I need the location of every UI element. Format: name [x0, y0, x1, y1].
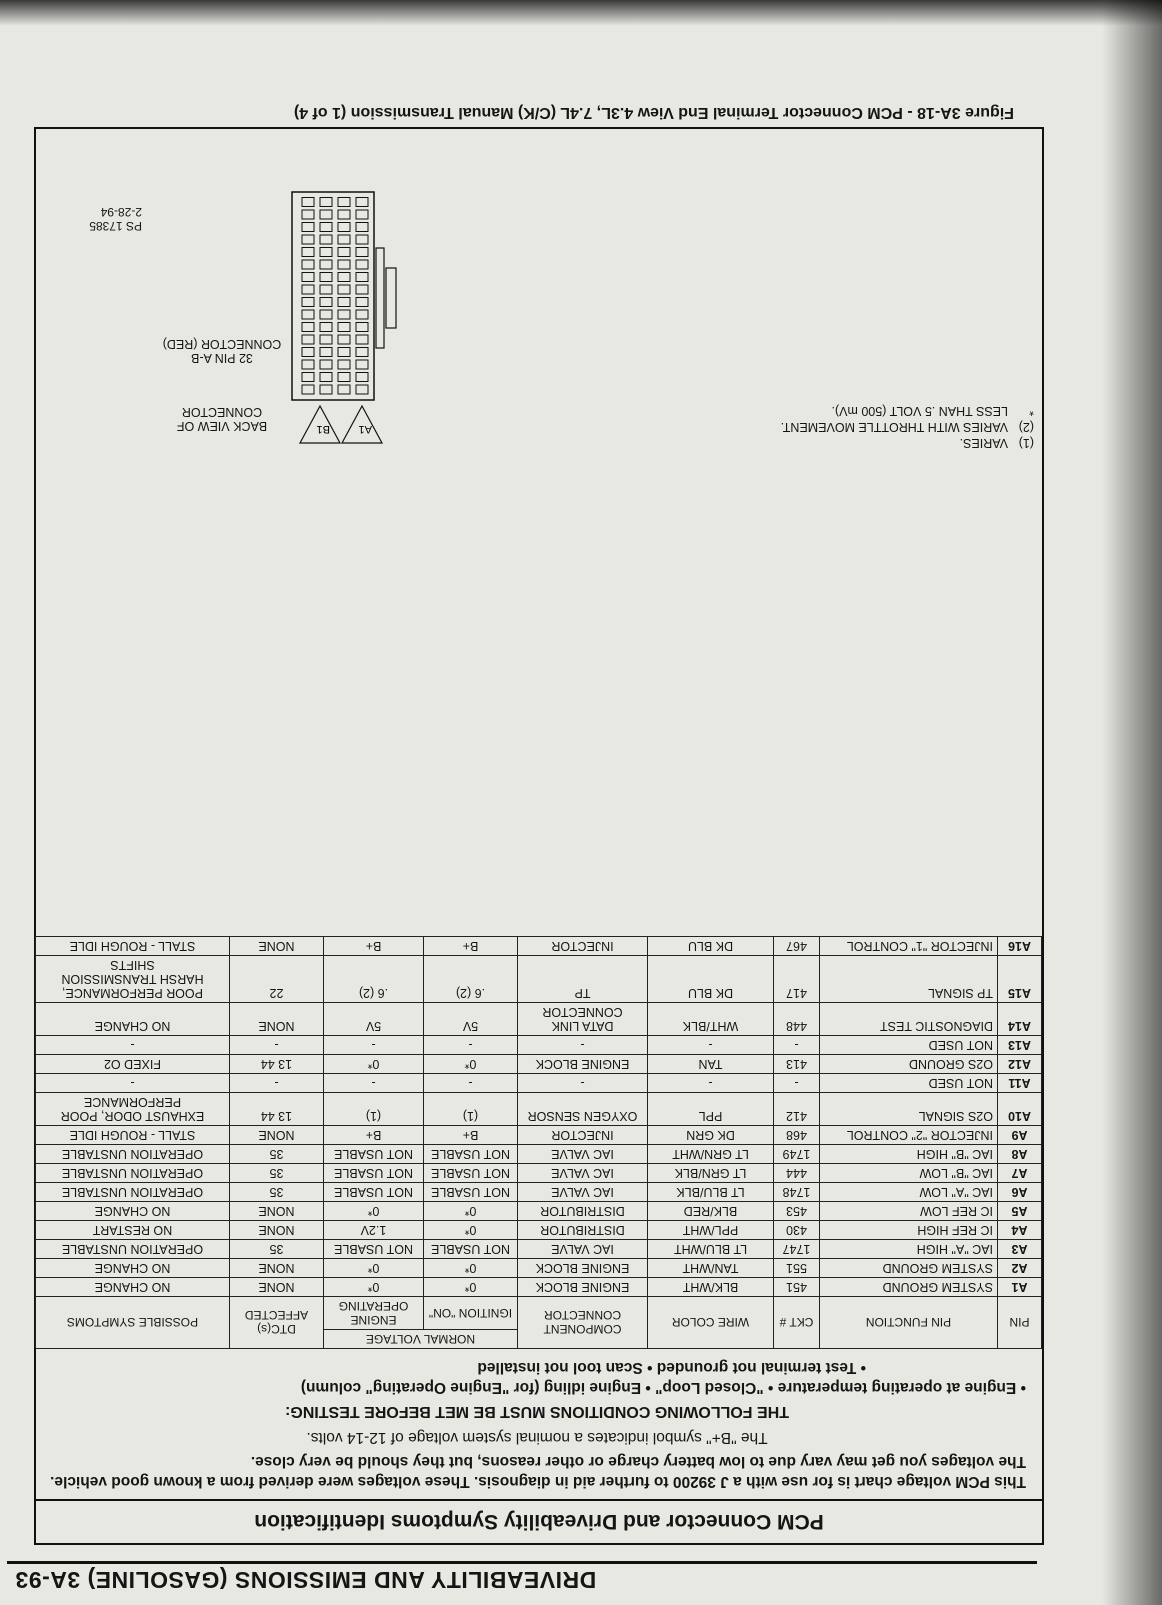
cell-symptoms: EXHAUST ODOR, POOR PERFORMANCE [35, 1093, 229, 1126]
cell-symptoms: NO CHANGE [35, 1202, 229, 1221]
connector-pin [302, 298, 314, 307]
cell-function: TP SIGNAL [820, 956, 998, 1003]
cell-symptoms: - [35, 1036, 229, 1055]
cell-function: IC REF LOW [820, 1202, 998, 1221]
table-row [35, 1036, 1041, 1055]
cell-engine-operating: 0* [323, 1202, 423, 1221]
cell-component: DISTRIBUTOR [518, 1202, 648, 1221]
cell-engine-operating: B+ [323, 937, 423, 956]
connector-pin [320, 385, 332, 394]
cell-pin: A16 [998, 937, 1042, 956]
cell-dtcs: NONE [229, 1003, 323, 1036]
th-ignition-on: IGNITION "ON" [424, 1297, 518, 1330]
table-row [35, 1003, 1041, 1036]
cell-pin: A3 [998, 1240, 1042, 1259]
cell-dtcs: 35 [229, 1145, 323, 1164]
cell-function: NOT USED [820, 1074, 998, 1093]
connector-pin [338, 310, 350, 319]
content-frame [34, 127, 1044, 1545]
cell-ignition-on: NOT USABLE [424, 1183, 518, 1202]
cell-symptoms: NO RESTART [35, 1221, 229, 1240]
cell-engine-operating: (1) [323, 1093, 423, 1126]
cell-function: IAC "A" LOW [820, 1183, 998, 1202]
cell-symptoms: OPERATION UNSTABLE [35, 1145, 229, 1164]
cell-function: INJECTOR "1" CONTROL [820, 937, 998, 956]
th-normal-voltage: NORMAL VOLTAGE [323, 1330, 517, 1349]
cell-component: IAC VALVE [518, 1240, 648, 1259]
connector-pin [338, 285, 350, 294]
cell-dtcs: 22 [229, 956, 323, 1003]
cell-symptoms: FIXED O2 [35, 1055, 229, 1074]
connector-pin [302, 285, 314, 294]
connector-pin [356, 223, 368, 232]
cell-symptoms: OPERATION UNSTABLE [35, 1240, 229, 1259]
cell-ckt: 1749 [774, 1145, 820, 1164]
cell-pin: A10 [998, 1093, 1042, 1126]
footnotes [781, 403, 1034, 451]
cell-wire-color: BLK/WHT [648, 1278, 774, 1297]
cell-component: IAC VALVE [518, 1164, 648, 1183]
cell-component: TP [518, 956, 648, 1003]
cell-function: INJECTOR "2" CONTROL [820, 1126, 998, 1145]
cell-ignition-on: B+ [424, 1126, 518, 1145]
intro-paragraph: This PCM voltage chart is for use with a J 39200 to further aid in diagnosis. These voltages were derived from a known good vehicle. The voltages you get may vary due to low battery charge or other reasons, but they should be very close. [50, 1453, 1026, 1490]
figure-caption: Figure 3A-18 - PCM Connector Terminal End View 4.3L, 7.4L (C/K) Manual Transmission (1 of 4) [293, 104, 1014, 121]
connector-pin [302, 385, 314, 394]
cell-ignition-on: 0* [424, 1278, 518, 1297]
cell-wire-color: LT GRN/BLK [648, 1164, 774, 1183]
cell-pin: A14 [998, 1003, 1042, 1036]
cell-ignition-on: - [424, 1036, 518, 1055]
condition-line-2: • Test terminal not grounded • Scan tool not installed [477, 1359, 866, 1376]
connector-pin [302, 348, 314, 357]
cell-component: INJECTOR [518, 1126, 648, 1145]
connector-pin [320, 323, 332, 332]
connector-labels [162, 337, 282, 433]
scan-edge [0, 0, 1162, 26]
table-row [35, 1055, 1041, 1074]
note-1: VARIES. [959, 436, 1008, 450]
cell-engine-operating: NOT USABLE [323, 1183, 423, 1202]
cell-ckt: - [774, 1036, 820, 1055]
cell-pin: A1 [998, 1278, 1042, 1297]
cell-symptoms: STALL - ROUGH IDLE [35, 1126, 229, 1145]
cell-pin: A6 [998, 1183, 1042, 1202]
cell-pin: A7 [998, 1164, 1042, 1183]
connector-pin [356, 273, 368, 282]
cell-ckt: 468 [774, 1126, 820, 1145]
cell-engine-operating: - [323, 1074, 423, 1093]
cell-function: IAC "B" LOW [820, 1164, 998, 1183]
cell-function: O2S SIGNAL [820, 1093, 998, 1126]
cell-ckt: 467 [774, 937, 820, 956]
cell-dtcs: NONE [229, 1259, 323, 1278]
connector-pin [302, 360, 314, 369]
cell-ckt: - [774, 1074, 820, 1093]
cell-ckt: 412 [774, 1093, 820, 1126]
cell-pin: A2 [998, 1259, 1042, 1278]
cell-pin: A9 [998, 1126, 1042, 1145]
table-row [35, 1164, 1041, 1183]
cell-dtcs: NONE [229, 1202, 323, 1221]
connector-pin [338, 373, 350, 382]
cell-symptoms: OPERATION UNSTABLE [35, 1183, 229, 1202]
cell-wire-color: LT GRN/WHT [648, 1145, 774, 1164]
back-view-label: BACK VIEW OF CONNECTOR [176, 405, 268, 433]
cell-function: DIAGNOSTIC TEST [820, 1003, 998, 1036]
cell-wire-color: PPL/WHT [648, 1221, 774, 1240]
connector-pin [356, 385, 368, 394]
cell-ckt: 551 [774, 1259, 820, 1278]
cell-engine-operating: B+ [323, 1126, 423, 1145]
figure-date: 2-28-94 [100, 205, 142, 219]
intro-block [36, 1353, 1042, 1499]
connector-pin [320, 260, 332, 269]
cell-ignition-on: 0* [424, 1221, 518, 1240]
connector-pin [320, 235, 332, 244]
cell-component: OXYGEN SENSOR [518, 1093, 648, 1126]
connector-pin [302, 210, 314, 219]
cell-wire-color: DK BLU [648, 956, 774, 1003]
cell-dtcs: NONE [229, 1221, 323, 1240]
cell-pin: A11 [998, 1074, 1042, 1093]
connector-pin [338, 335, 350, 344]
cell-wire-color: LT BLU/BLK [648, 1183, 774, 1202]
cell-ignition-on: NOT USABLE [424, 1145, 518, 1164]
cell-dtcs: 35 [229, 1183, 323, 1202]
connector-pin [302, 223, 314, 232]
connector-pin [302, 373, 314, 382]
cell-ignition-on: 0* [424, 1055, 518, 1074]
cell-ckt: 417 [774, 956, 820, 1003]
table-row [35, 1278, 1041, 1297]
connector-pin [356, 323, 368, 332]
cell-ignition-on: - [424, 1074, 518, 1093]
connector-pin [356, 285, 368, 294]
connector-pin [302, 260, 314, 269]
pcm-table-body [35, 937, 1041, 1297]
pcm-voltage-table [35, 936, 1042, 1349]
cell-component: IAC VALVE [518, 1145, 648, 1164]
cell-dtcs: - [229, 1074, 323, 1093]
connector-pin [338, 360, 350, 369]
cell-ckt: 1747 [774, 1240, 820, 1259]
cell-component: INJECTOR [518, 937, 648, 956]
cell-ignition-on: B+ [424, 937, 518, 956]
th-wire-color: WIRE COLOR [648, 1297, 774, 1349]
connector-pin [320, 248, 332, 257]
cell-engine-operating: NOT USABLE [323, 1164, 423, 1183]
cell-wire-color: TAN [648, 1055, 774, 1074]
cell-ckt: 444 [774, 1164, 820, 1183]
connector-pin [302, 310, 314, 319]
cell-pin: A4 [998, 1221, 1042, 1240]
connector-pin [320, 285, 332, 294]
bplus-note: The "B+" symbol indicates a nominal system voltage of 12-14 volts. [306, 1429, 768, 1446]
cell-symptoms: OPERATION UNSTABLE [35, 1164, 229, 1183]
figure-code [89, 205, 142, 233]
cell-component: - [518, 1036, 648, 1055]
pin32-label: 32 PIN A-B CONNECTOR (RED) [162, 337, 282, 365]
cell-ignition-on: 5V [424, 1003, 518, 1036]
cell-wire-color: PPL [648, 1093, 774, 1126]
connector-pin [338, 235, 350, 244]
cell-component: ENGINE BLOCK [518, 1278, 648, 1297]
cell-pin: A13 [998, 1036, 1042, 1055]
th-pin: PIN [998, 1297, 1042, 1349]
connector-pin [356, 298, 368, 307]
cell-wire-color: - [648, 1074, 774, 1093]
table-row [35, 1240, 1041, 1259]
cell-dtcs: NONE [229, 1126, 323, 1145]
connector-pin [356, 348, 368, 357]
cell-wire-color: TAN/WHT [648, 1259, 774, 1278]
connector-pin [356, 373, 368, 382]
connector-pin [320, 310, 332, 319]
table-row [35, 956, 1041, 1003]
connector-pin [320, 373, 332, 382]
page-header: DRIVEABILITY AND EMISSIONS (GASOLINE) 3A-93 [7, 1561, 1037, 1595]
cell-symptoms: NO CHANGE [35, 1259, 229, 1278]
cell-function: SYSTEM GROUND [820, 1278, 998, 1297]
cell-wire-color: DK GRN [648, 1126, 774, 1145]
note-1-key: (1) [1018, 436, 1034, 450]
connector-pin [302, 235, 314, 244]
table-row [35, 1221, 1041, 1240]
connector-pin [338, 273, 350, 282]
cell-ignition-on: 0* [424, 1202, 518, 1221]
cell-symptoms: NO CHANGE [35, 1278, 229, 1297]
connector-pin [320, 298, 332, 307]
cell-component: DISTRIBUTOR [518, 1221, 648, 1240]
condition-line-1: • Engine at operating temperature • "Closed Loop" • Engine idling (for "Engine Operating" column) [300, 1379, 1026, 1396]
label-a1: A1 [358, 423, 372, 435]
connector-pin [356, 198, 368, 207]
cell-dtcs: 35 [229, 1240, 323, 1259]
cell-wire-color: WHT/BLK [648, 1003, 774, 1036]
cell-component: - [518, 1074, 648, 1093]
connector-pin [302, 273, 314, 282]
connector-latch [386, 268, 396, 328]
th-component: COMPONENT CONNECTOR [518, 1297, 648, 1349]
note-2-key: (2) [1018, 420, 1034, 434]
note-3-key: * [1029, 404, 1034, 418]
table-row [35, 1126, 1041, 1145]
connector-pin [338, 385, 350, 394]
connector-pin [320, 210, 332, 219]
cell-dtcs: NONE [229, 937, 323, 956]
cell-engine-operating: .6 (2) [323, 956, 423, 1003]
cell-ckt: 448 [774, 1003, 820, 1036]
cell-dtcs: NONE [229, 1278, 323, 1297]
table-row [35, 1074, 1041, 1093]
connector-pin [302, 335, 314, 344]
conditions-list [48, 1357, 1026, 1397]
connector-pin [338, 198, 350, 207]
connector-pin [302, 198, 314, 207]
cell-engine-operating: NOT USABLE [323, 1240, 423, 1259]
cell-dtcs: 13 44 [229, 1055, 323, 1074]
connector-pin [356, 310, 368, 319]
connector-pin [320, 223, 332, 232]
cell-engine-operating: 1.2V [323, 1221, 423, 1240]
cell-pin: A12 [998, 1055, 1042, 1074]
cell-ignition-on: (1) [424, 1093, 518, 1126]
cell-engine-operating: - [323, 1036, 423, 1055]
table-row [35, 1145, 1041, 1164]
connector-pin [320, 198, 332, 207]
table-row [35, 937, 1041, 956]
cell-engine-operating: 0* [323, 1055, 423, 1074]
connector-pin [302, 248, 314, 257]
table-row [35, 1202, 1041, 1221]
connector-pin [320, 335, 332, 344]
connector-pin [338, 348, 350, 357]
connector-pin [356, 360, 368, 369]
connector-pin [338, 248, 350, 257]
cell-wire-color: DK BLU [648, 937, 774, 956]
section-title: PCM Connector and Driveability Symptoms Identification [36, 1499, 1042, 1543]
cell-engine-operating: NOT USABLE [323, 1145, 423, 1164]
connector-pin [338, 260, 350, 269]
cell-component: ENGINE BLOCK [518, 1259, 648, 1278]
th-pin-function: PIN FUNCTION [820, 1297, 998, 1349]
cell-pin: A15 [998, 956, 1042, 1003]
connector-pin [356, 210, 368, 219]
th-ckt: CKT # [774, 1297, 820, 1349]
th-symptoms: POSSIBLE SYMPTOMS [35, 1297, 229, 1349]
cell-function: O2S GROUND [820, 1055, 998, 1074]
note-2: VARIES WITH THROTTLE MOVEMENT. [780, 420, 1008, 434]
cell-symptoms: - [35, 1074, 229, 1093]
cell-component: IAC VALVE [518, 1183, 648, 1202]
cell-ignition-on: NOT USABLE [424, 1240, 518, 1259]
connector-pin [302, 323, 314, 332]
cell-wire-color: LT BLU/WHT [648, 1240, 774, 1259]
cell-component: ENGINE BLOCK [518, 1055, 648, 1074]
ps-number: PS 17385 [89, 219, 142, 233]
cell-pin: A8 [998, 1145, 1042, 1164]
connector-pin [356, 260, 368, 269]
cell-ckt: 430 [774, 1221, 820, 1240]
connector-pin [338, 298, 350, 307]
cell-function: SYSTEM GROUND [820, 1259, 998, 1278]
connector-pin [338, 323, 350, 332]
cell-dtcs: 35 [229, 1164, 323, 1183]
cell-dtcs: - [229, 1036, 323, 1055]
connector-pin [320, 348, 332, 357]
cell-engine-operating: 0* [323, 1259, 423, 1278]
cell-engine-operating: 5V [323, 1003, 423, 1036]
cell-ignition-on: .6 (2) [424, 956, 518, 1003]
connector-lock-tab [376, 248, 384, 348]
table-row [35, 1093, 1041, 1126]
connector-pin [338, 223, 350, 232]
th-dtcs: DTC(s) AFFECTED [229, 1297, 323, 1349]
cell-function: IAC "B" HIGH [820, 1145, 998, 1164]
cell-ckt: 413 [774, 1055, 820, 1074]
table-row [35, 1259, 1041, 1278]
cell-symptoms: STALL - ROUGH IDLE [35, 937, 229, 956]
label-b1: B1 [316, 423, 330, 435]
table-row [35, 1183, 1041, 1202]
cell-wire-color: - [648, 1036, 774, 1055]
cell-pin: A5 [998, 1202, 1042, 1221]
connector-pin [338, 210, 350, 219]
cell-function: IAC "A" HIGH [820, 1240, 998, 1259]
connector-pin [320, 273, 332, 282]
connector-pin [356, 335, 368, 344]
cell-function: NOT USED [820, 1036, 998, 1055]
cell-ckt: 1748 [774, 1183, 820, 1202]
cell-component: DATA LINK CONNECTOR [518, 1003, 648, 1036]
scan-shadow [1102, 0, 1162, 1605]
cell-engine-operating: 0* [323, 1278, 423, 1297]
connector-pin [320, 360, 332, 369]
cell-wire-color: BLK/RED [648, 1202, 774, 1221]
cell-function: IC REF HIGH [820, 1221, 998, 1240]
cell-dtcs: 13 44 [229, 1093, 323, 1126]
cell-ignition-on: 0* [424, 1259, 518, 1278]
conditions-title: THE FOLLOWING CONDITIONS MUST BE MET BEFORE TESTING: [285, 1403, 789, 1420]
cell-ckt: 451 [774, 1278, 820, 1297]
cell-symptoms: POOR PERFORMANCE, HARSH TRANSMISSION SHIFTS [35, 956, 229, 1003]
pin-grid [302, 198, 368, 395]
connector-pin [356, 248, 368, 257]
note-3: LESS THAN .5 VOLT (500 mV). [831, 404, 1008, 418]
connector-pin [356, 235, 368, 244]
cell-symptoms: NO CHANGE [35, 1003, 229, 1036]
cell-ignition-on: NOT USABLE [424, 1164, 518, 1183]
th-engine-operating: ENGINE OPERATING [323, 1297, 423, 1330]
cell-ckt: 453 [774, 1202, 820, 1221]
